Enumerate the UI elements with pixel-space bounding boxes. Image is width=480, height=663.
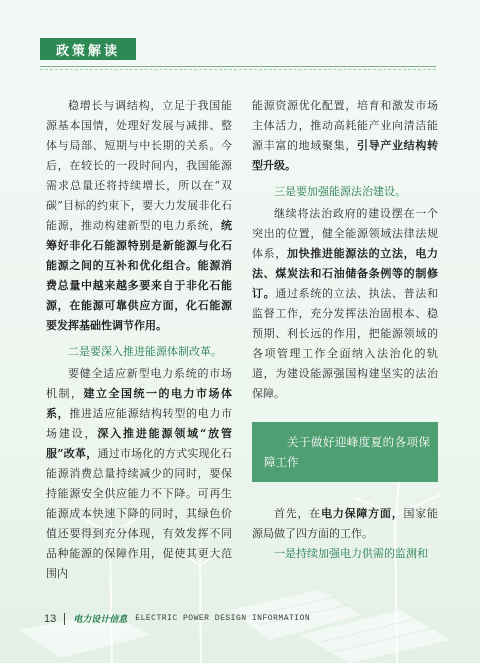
right-column <box>252 96 438 564</box>
text: 继续将法治政府的建设摆在一个突出的位置，健全能源领域法律法规体系， <box>252 207 438 260</box>
text: 首先，在 <box>274 507 322 520</box>
text: 要健全适应新型电力系统的市场机制， <box>46 367 232 400</box>
page-number: 13 <box>44 612 57 625</box>
bold-text: 加快推进能源法的立法，电力法、煤炭法和石油储备条例等的制修订。 <box>252 247 438 300</box>
text: 通过市场化的方式实现化石能源消费总量持续减少的同时，要保持能源安全供应能力不下降。可再生能源成本快速下降的同时，其绿色价值还要得到充分体现，有效发挥不同品种能源的保障作用，促使其更大范围内 <box>46 447 233 580</box>
header-divider-dashed <box>40 69 436 70</box>
subheading: 三是要加强能源法治建设。 <box>274 185 406 198</box>
text: 稳增长与调结构，立足于我国能源基本国情，处理好发展与减排、整体与局部、短期与中长期的关系。今后，在较长的一段时间内，我国能源需求总量还将持续增长，所以在“双碳”目标的约束下，要大力发展非化石能源，推动构建新型的电力系统， <box>46 99 232 232</box>
bold-text: 电力保障方面， <box>321 507 404 520</box>
left-column <box>46 96 232 584</box>
footer-divider <box>64 613 65 625</box>
subheading: 二是要深入推进能源体制改革。 <box>68 345 222 358</box>
topic-box: 关于做好迎峰度夏的各项保障工作 <box>252 422 438 482</box>
subheading: 一是持续加强电力供需的监测和 <box>274 547 428 560</box>
text: 能源资源优化配置，培育和激发市场主体活力，推动高耗能产业向清洁能源丰富的地域聚集， <box>252 99 438 152</box>
paragraph <box>252 96 438 176</box>
journal-name-en: ELECTRIC POWER DESIGN INFORMATION <box>135 614 311 623</box>
paragraph <box>252 504 438 544</box>
text: 通过系统的立法、执法、普法和监督工作，充分发挥法治固根本、稳预期、利长远的作用，把能源领域的各项管理工作全面纳入法治化的轨道，为建设能源强国构建坚实的法治保障。 <box>252 287 439 400</box>
page-footer <box>44 612 310 625</box>
paragraph <box>46 96 232 336</box>
paragraph <box>46 364 232 584</box>
text: 国家能源局做了四方面的工作。 <box>252 507 439 540</box>
bold-text: 引导产业结构转型升级。 <box>252 139 438 172</box>
text: 推进适应能源结构转型的电力市场建设， <box>46 407 233 440</box>
bold-text: 统筹好非化石能源特别是新能源与化石能源之间的互补和优化组合。能源消费总量中越来越多要来自于非化石能源，在能源可靠供应方面，化石能源要发挥基础性调节作用。 <box>46 219 232 332</box>
bold-text: 深入推进能源领域“放管服”改革， <box>46 427 233 460</box>
header-divider <box>40 66 436 67</box>
journal-name-cn: 电力设计信息 <box>73 615 128 625</box>
paragraph <box>252 204 438 404</box>
bold-text: 建立全国统一的电力市场体系， <box>46 387 232 420</box>
section-tag: 政策解读 <box>40 38 136 60</box>
